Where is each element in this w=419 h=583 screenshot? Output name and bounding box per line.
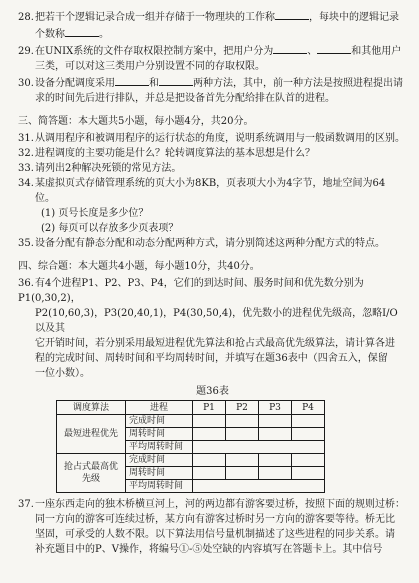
section-4-heading: 四、综合题：本大题共4小题，每小题10分，共40分。 bbox=[18, 261, 260, 272]
question-36-line-5: 一位小数）。 bbox=[35, 368, 90, 379]
table-header-row bbox=[57, 401, 325, 415]
question-29: 29.在UNIX系统的文件存取权限控制方案中，把用户分为 、 和其他用户 bbox=[18, 42, 407, 59]
answer-cell[interactable] bbox=[292, 467, 325, 480]
metric-label: 平均周转时间 bbox=[126, 441, 193, 454]
question-number: 30. bbox=[18, 78, 34, 89]
question-number: 37. bbox=[18, 499, 34, 510]
question-34-sub-2: (2) 每页可以存放多少页表项？ bbox=[41, 223, 179, 234]
answer-cell[interactable] bbox=[292, 428, 325, 441]
question-37-line-4: 补充题目中的P、V操作，将编号①-⑤处空缺的内容填写在答题卡上。其中信号 bbox=[35, 544, 383, 555]
answer-cell[interactable] bbox=[226, 428, 259, 441]
answer-cell[interactable] bbox=[193, 467, 226, 480]
answer-cell[interactable] bbox=[226, 467, 259, 480]
header-p3: P3 bbox=[259, 401, 292, 415]
question-number: 29. bbox=[18, 46, 34, 57]
answer-blank[interactable] bbox=[317, 42, 351, 54]
algorithm-sjf-label: 最短进程优先 bbox=[57, 415, 126, 454]
question-36-line-4: 程的完成时间、周转时间和平均周转时间，并填写在题36表中（四舍五入，保留 bbox=[35, 353, 388, 364]
answer-blank[interactable] bbox=[159, 74, 193, 86]
question-35: 35.设备分配有静态分配和动态分配两种方式，请分别简述这两种分配方式的特点。 bbox=[18, 238, 385, 249]
question-number: 34. bbox=[18, 178, 34, 189]
metric-label: 平均周转时间 bbox=[126, 480, 193, 493]
table-row bbox=[57, 415, 325, 428]
metric-label: 周转时间 bbox=[126, 428, 193, 441]
answer-blank[interactable] bbox=[65, 25, 99, 37]
answer-cell[interactable] bbox=[193, 454, 226, 467]
answer-cell[interactable] bbox=[259, 454, 292, 467]
answer-blank[interactable] bbox=[275, 8, 309, 20]
answer-cell[interactable] bbox=[292, 415, 325, 428]
question-28-cont: 个数称 。 bbox=[18, 25, 407, 42]
question-34-cont: 位。 bbox=[35, 193, 55, 204]
answer-cell[interactable] bbox=[193, 415, 226, 428]
header-p4: P4 bbox=[292, 401, 325, 415]
question-37-line-2: 同一方向的游客可连续过桥，某方向有游客过桥时另一方向的游客要等待。桥无比 bbox=[35, 514, 395, 525]
question-number: 35. bbox=[18, 238, 34, 249]
question-36-line-3: 它开销时间，若分别采用最短进程优先算法和抢占式最高优先级算法，请计算各进 bbox=[35, 338, 395, 349]
question-number: 31. bbox=[18, 133, 34, 144]
table-row bbox=[57, 454, 325, 467]
question-30-cont: 求的时间先后进行排队，并总是把设备首先分配给排在队首的进程。 bbox=[35, 93, 335, 104]
question-34: 34.某虚拟页式存储管理系统的页大小为8KB，页表项大小为4字节，地址空间为64 bbox=[18, 178, 386, 189]
answer-cell[interactable] bbox=[193, 428, 226, 441]
schedule-table bbox=[56, 400, 325, 493]
question-29-cont: 三类，可以对这三类用户分别设置不同的存取权限。 bbox=[35, 61, 265, 72]
answer-cell[interactable] bbox=[259, 467, 292, 480]
question-28: 28.把若干个逻辑记录合成一组并存储于一物理块的工作称 ，每块中的逻辑记录 bbox=[18, 8, 407, 25]
answer-cell[interactable] bbox=[292, 454, 325, 467]
answer-cell[interactable] bbox=[193, 480, 325, 493]
question-number: 28. bbox=[18, 12, 34, 23]
metric-label: 完成时间 bbox=[126, 415, 193, 428]
question-number: 33. bbox=[18, 163, 34, 174]
header-algorithm: 调度算法 bbox=[57, 401, 126, 415]
question-number: 32. bbox=[18, 148, 34, 159]
answer-blank[interactable] bbox=[115, 74, 149, 86]
question-30: 30.设备分配调度采用 和 两种方法，其中，前一种方法是按照进程提出请 bbox=[18, 74, 407, 91]
answer-cell[interactable] bbox=[226, 454, 259, 467]
answer-cell[interactable] bbox=[259, 428, 292, 441]
answer-blank[interactable] bbox=[273, 42, 307, 54]
question-36-line-2: P2(10,60,3)，P3(20,40,1)，P4(30,50,4)，优先数小的进程优先级高，忽略I/O以及其 bbox=[35, 308, 398, 334]
question-33: 33.请列出2种解决死锁的常见方法。 bbox=[18, 163, 182, 174]
question-number: 36. bbox=[18, 278, 34, 289]
answer-cell[interactable] bbox=[259, 415, 292, 428]
question-34-sub-1: (1) 页号长度是多少位？ bbox=[41, 208, 149, 219]
question-37: 37.一座东西走向的独木桥横亘河上，河的两边都有游客要过桥，按照下面的规则过桥： bbox=[18, 499, 405, 510]
header-process: 进程 bbox=[126, 401, 193, 415]
question-36: 36.有4个进程P1、P2、P3、P4，它们的到达时间、服务时间和优先数分别为P1(0,30,2)， bbox=[18, 278, 364, 304]
algorithm-priority-label: 抢占式最高优先级 bbox=[57, 454, 126, 493]
table-caption: 题36表 bbox=[196, 386, 229, 397]
question-31: 31.从调用程序和被调用程序的运行状态的角度，说明系统调用与一般函数调用的区别。 bbox=[18, 133, 405, 144]
metric-label: 完成时间 bbox=[126, 454, 193, 467]
section-3-heading: 三、简答题：本大题共5小题，每小题4分，共20分。 bbox=[18, 116, 254, 127]
question-32: 32.进程调度的主要功能是什么？轮转调度算法的基本思想是什么？ bbox=[18, 148, 315, 159]
answer-cell[interactable] bbox=[193, 441, 325, 454]
header-p2: P2 bbox=[226, 401, 259, 415]
answer-cell[interactable] bbox=[226, 415, 259, 428]
metric-label: 周转时间 bbox=[126, 467, 193, 480]
question-37-line-3: 坚固，可承受的人数不限。以下算法用信号量机制描述了这些进程的同步关系。请 bbox=[35, 529, 395, 540]
header-p1: P1 bbox=[193, 401, 226, 415]
